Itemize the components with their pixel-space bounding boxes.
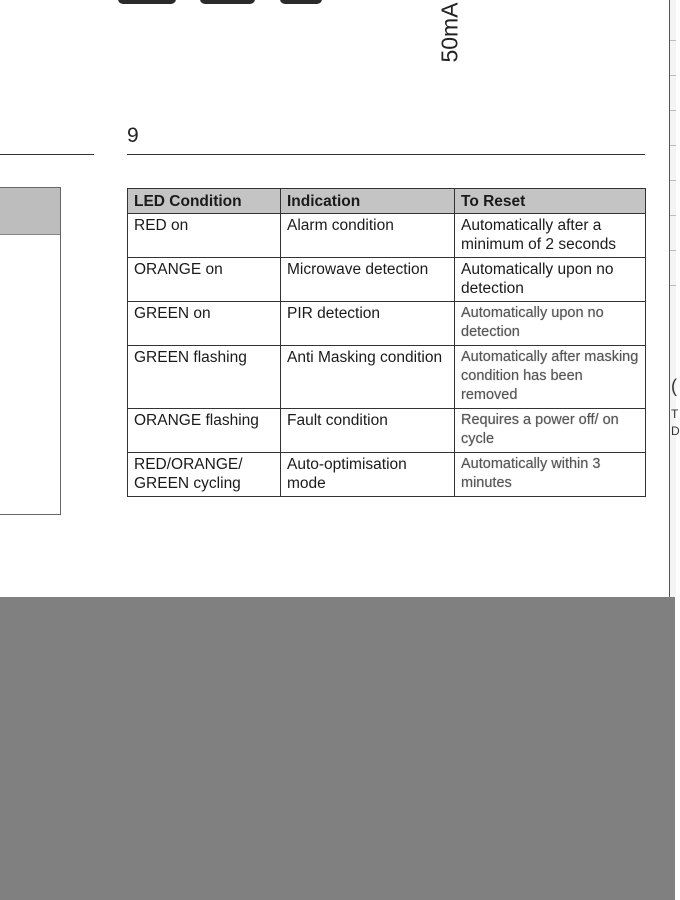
background-band <box>0 597 675 900</box>
adjacent-text-fragment: ( <box>671 376 677 396</box>
reset-cell: Automatically after masking condition has been removed <box>455 346 646 409</box>
left-table-header <box>0 188 60 235</box>
indication-cell: Auto-optimisation mode <box>281 453 455 497</box>
reset-cell: Automatically upon no detection <box>455 258 646 302</box>
reset-cell: Automatically within 3 minutes <box>455 453 646 497</box>
reset-cell: Automatically upon no detection <box>455 302 646 346</box>
indication-cell: Fault condition <box>281 409 455 453</box>
diagram-dash <box>200 0 255 4</box>
indication-cell: Alarm condition <box>281 214 455 258</box>
indication-cell: Microwave detection <box>281 258 455 302</box>
page-number: 9 <box>127 124 139 147</box>
indication-cell: PIR detection <box>281 302 455 346</box>
led-condition-cell: RED/ORANGE/ GREEN cycling <box>128 453 281 497</box>
page-header-rule <box>127 154 645 155</box>
table-header-row <box>128 189 646 214</box>
led-condition-cell: RED on <box>128 214 281 258</box>
column-header-to-reset: To Reset <box>455 189 646 214</box>
led-condition-cell: ORANGE flashing <box>128 409 281 453</box>
column-header-led-condition: LED Condition <box>128 189 281 214</box>
led-condition-table <box>127 188 646 497</box>
table-row <box>128 302 646 346</box>
diagram-dash <box>280 0 322 4</box>
reset-cell: Automatically after a minimum of 2 seconds <box>455 214 646 258</box>
left-page-table-fragment <box>0 187 61 515</box>
adjacent-text-fragment: T <box>671 407 679 421</box>
adjacent-page-edge <box>669 0 679 597</box>
table-row <box>128 258 646 302</box>
table-row <box>128 346 646 409</box>
table-row <box>128 214 646 258</box>
column-header-indication: Indication <box>281 189 455 214</box>
adjacent-text-fragment: D <box>671 424 680 438</box>
led-condition-cell: GREEN flashing <box>128 346 281 409</box>
diagram-dash <box>118 0 176 4</box>
led-condition-cell: ORANGE on <box>128 258 281 302</box>
indication-cell: Anti Masking condition <box>281 346 455 409</box>
led-condition-cell: GREEN on <box>128 302 281 346</box>
current-rating-label: 50mA <box>436 1 463 63</box>
table-row <box>128 409 646 453</box>
left-page-rule <box>0 154 94 155</box>
table-row <box>128 453 646 497</box>
reset-cell: Requires a power off/ on cycle <box>455 409 646 453</box>
